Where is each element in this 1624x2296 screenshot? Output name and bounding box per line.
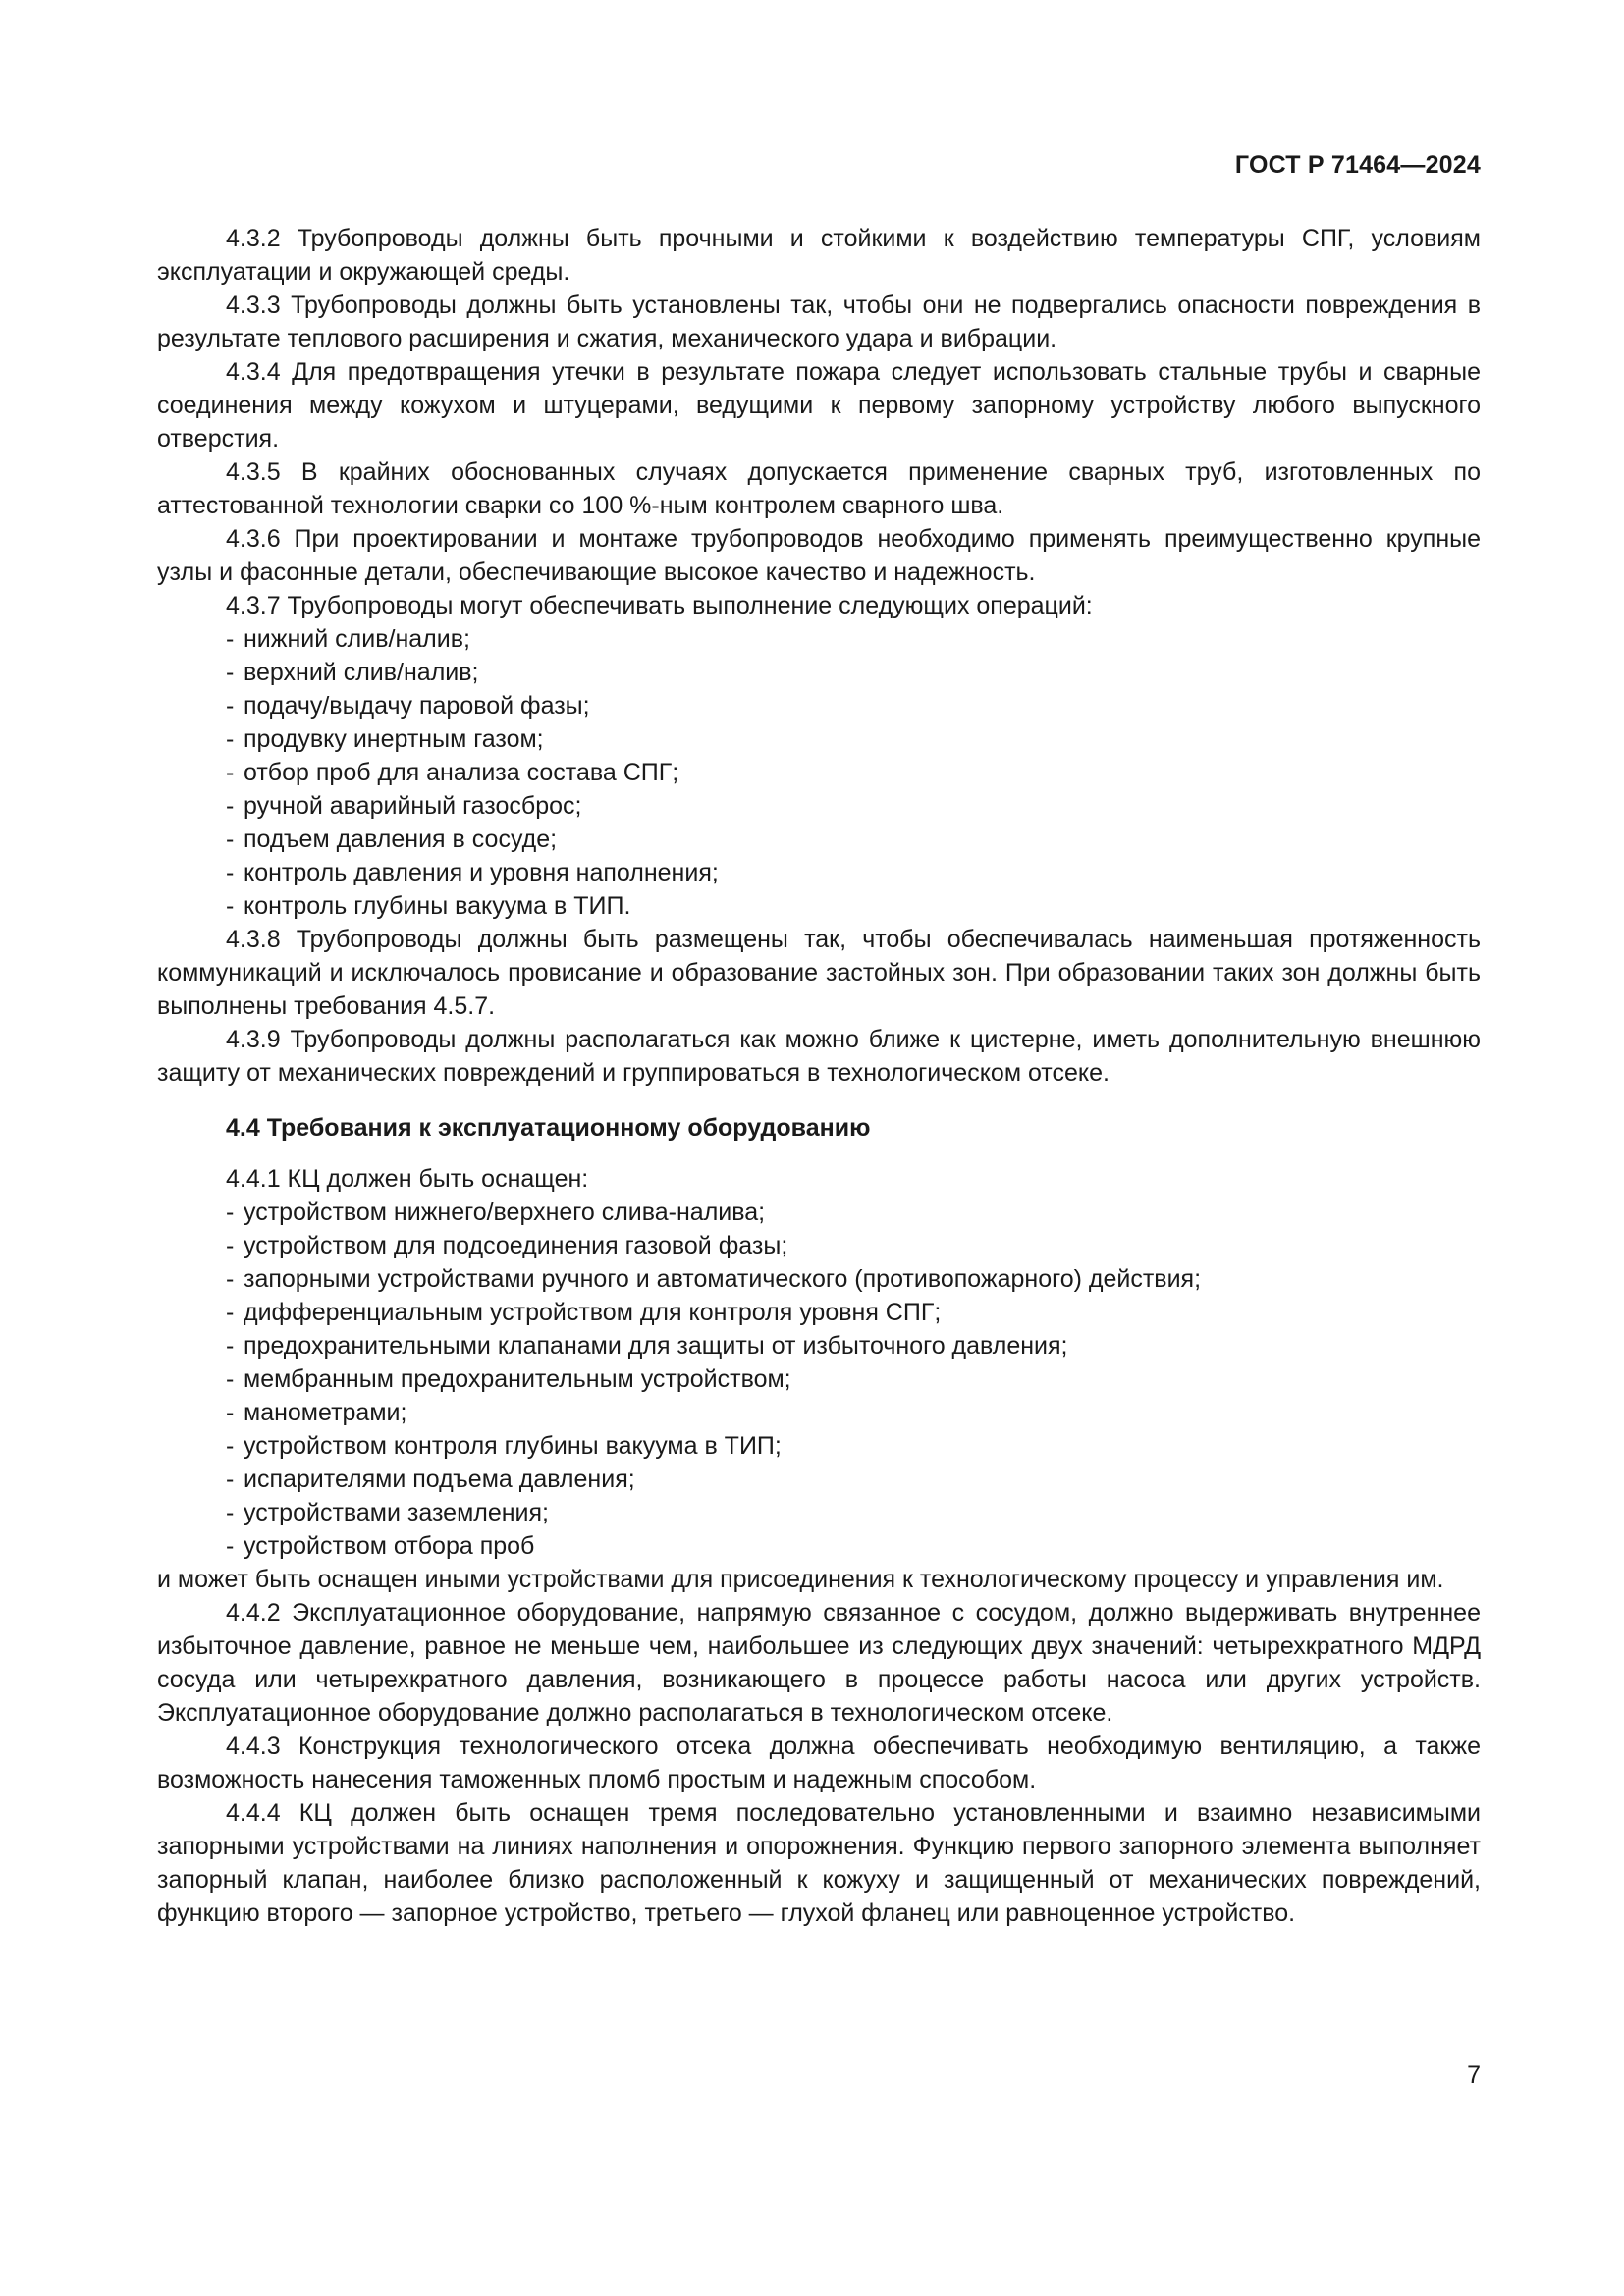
list-item: - испарителями подъема давления; [226,1466,635,1493]
paragraph-4-4-1: 4.4.1 КЦ должен быть оснащен: [226,1165,589,1193]
list-item: - контроль давления и уровня наполнения; [226,859,719,886]
list-continuation: и может быть оснащен иными устройствами для присоединения к технологическому процессу и управления им. [157,1566,1444,1593]
document-body [157,222,1481,1930]
list-item: - мембранным предохранительным устройством; [226,1365,791,1393]
list-item: - верхний слив/налив; [226,659,479,686]
paragraph-4-3-4: 4.3.4 Для предотвращения утечки в результате пожара следует использовать стальные трубы и сварные соединения между кожухом и штуцерами, ведущими к первому запорному устройству любого выпускного отверстия. [157,358,1481,453]
list-item: - устройством отбора проб [226,1532,535,1560]
equipment-list [157,1196,1481,1563]
paragraph-4-3-9: 4.3.9 Трубопроводы должны располагаться как можно ближе к цистерне, иметь дополнительную внешнюю защиту от механических повреждений и группироваться в технологическом отсеке. [157,1026,1481,1087]
list-item: - устройством для подсоединения газовой фазы; [226,1232,788,1259]
list-item: - подачу/выдачу паровой фазы; [226,692,590,720]
list-item: - контроль глубины вакуума в ТИП. [226,892,631,920]
document-header-id: ГОСТ Р 71464—2024 [1234,151,1481,179]
paragraph-4-3-5: 4.3.5 В крайних обоснованных случаях допускается применение сварных труб, изготовленных по аттестованной технологии сварки со 100 %-ным контролем сварного шва. [157,458,1481,519]
paragraph-4-3-6: 4.3.6 При проектировании и монтаже трубопроводов необходимо применять преимущественно крупные узлы и фасонные детали, обеспечивающие высокое качество и надежность. [157,525,1481,586]
list-item: - устройством нижнего/верхнего слива-налива; [226,1199,766,1226]
list-item: - устройством контроля глубины вакуума в ТИП; [226,1432,782,1460]
paragraph-4-3-7: 4.3.7 Трубопроводы могут обеспечивать выполнение следующих операций: [226,592,1093,619]
paragraph-4-4-2: 4.4.2 Эксплуатационное оборудование, напрямую связанное с сосудом, должно выдерживать внутреннее избыточное давление, равное не меньше чем, наибольшее из следующих двух значений: четырехкратного МДРД сосуда или четырехкратного давления, возникающего в процессе работы насоса или других устройств. Эксплуатационное оборудование должно располагаться в технологическом отсеке. [157,1599,1481,1727]
page-number: 7 [1467,2061,1481,2089]
list-item: - дифференциальным устройством для контроля уровня СПГ; [226,1299,942,1326]
section-title-4-4: 4.4 Требования к эксплуатационному оборудованию [226,1114,871,1142]
paragraph-4-3-2: 4.3.2 Трубопроводы должны быть прочными и стойкими к воздействию температуры СПГ, условиям эксплуатации и окружающей среды. [157,225,1481,286]
list-item: - предохранительными клапанами для защиты от избыточного давления; [226,1332,1068,1360]
list-item: - нижний слив/налив; [226,625,470,653]
list-item: - устройствами заземления; [226,1499,549,1526]
operations-list [157,622,1481,923]
list-item: - ручной аварийный газосброс; [226,792,582,820]
paragraph-4-4-3: 4.4.3 Конструкция технологического отсека должна обеспечивать необходимую вентиляцию, а также возможность нанесения таможенных пломб простым и надежным способом. [157,1733,1481,1793]
list-item: - продувку инертным газом; [226,725,544,753]
paragraph-4-3-8: 4.3.8 Трубопроводы должны быть размещены так, чтобы обеспечивалась наименьшая протяженность коммуникаций и исключалось провисание и образование застойных зон. При образовании таких зон должны быть выполнены требования 4.5.7. [157,926,1481,1020]
list-item: - подъем давления в сосуде; [226,826,558,853]
paragraph-4-4-4: 4.4.4 КЦ должен быть оснащен тремя последовательно установленными и взаимно независимыми запорными устройствами на линиях наполнения и опорожнения. Функцию первого запорного элемента выполняет запорный клапан, наиболее близко расположенный к кожуху и защищенный от механических повреждений, функцию второго — запорное устройство, третьего — глухой фланец или равноценное устройство. [157,1799,1481,1927]
paragraph-4-3-3: 4.3.3 Трубопроводы должны быть установлены так, чтобы они не подвергались опасности повреждения в результате теплового расширения и сжатия, механического удара и вибрации. [157,292,1481,352]
list-item: - манометрами; [226,1399,407,1426]
list-item: - отбор проб для анализа состава СПГ; [226,759,679,786]
list-item: - запорными устройствами ручного и автоматического (противопожарного) действия; [226,1265,1202,1293]
